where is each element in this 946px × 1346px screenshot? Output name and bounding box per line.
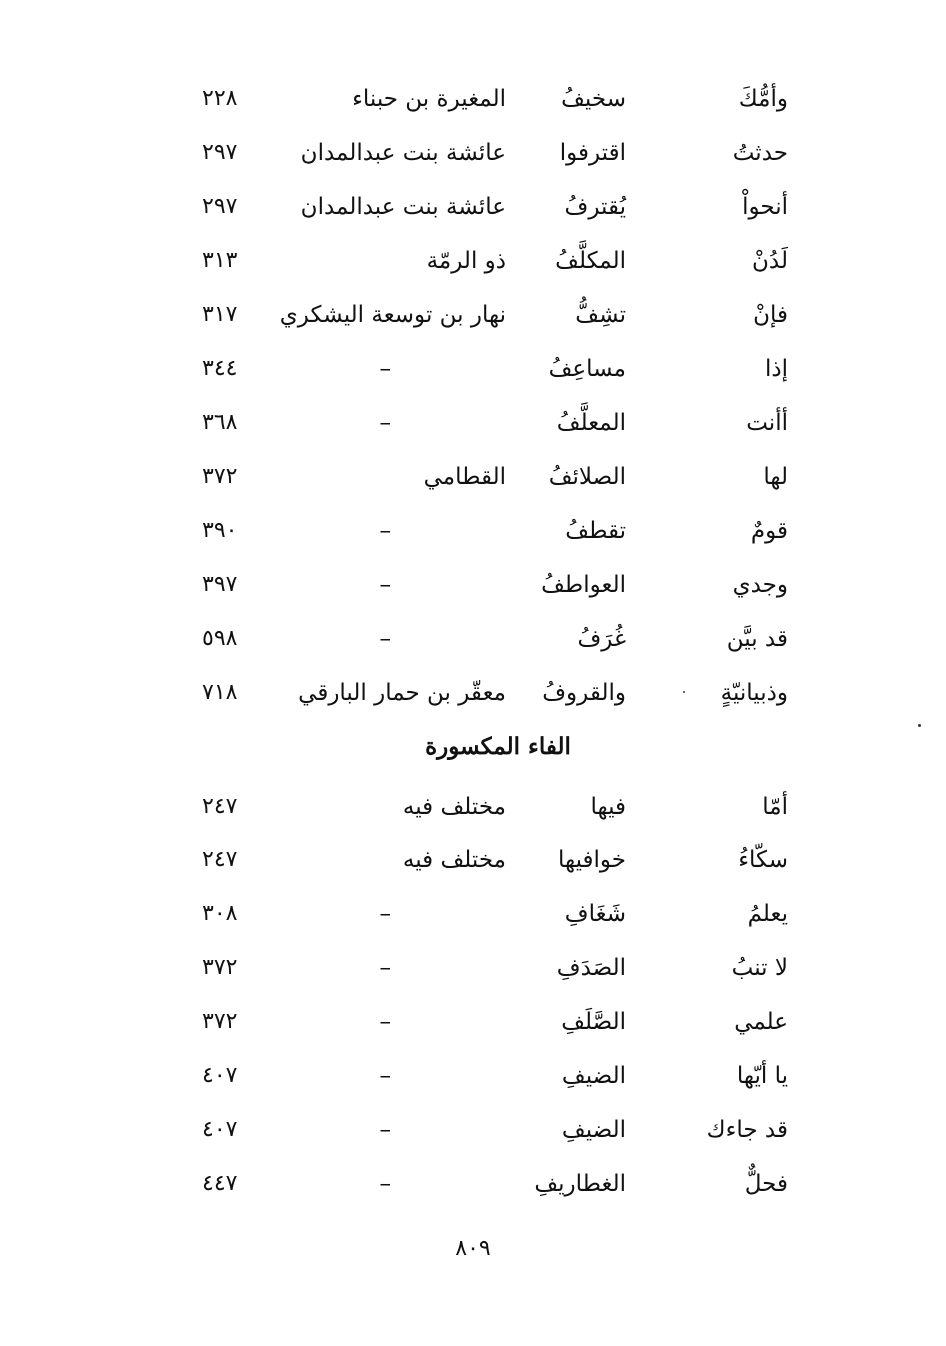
table-row [0,403,946,443]
scan-speck [918,724,921,727]
poet-name: – [379,572,391,598]
table-row [0,133,946,173]
verse-start: فحلٌّ [744,1171,788,1197]
poet-name: – [379,1063,391,1089]
table-row [0,894,946,934]
rhyme-word: سخيفُ [561,86,626,112]
poet-name: نهار بن توسعة اليشكري [279,302,506,328]
rhyme-word: المعلَّفُ [556,410,626,436]
rhyme-word: خوافيها [557,847,626,873]
page-number: ٣٧٢ [202,1009,238,1034]
poet-name: – [379,626,391,652]
table-row [0,787,946,827]
poet-name: – [379,518,391,544]
verse-start: لَدُنْ [752,248,788,274]
poet-name: – [379,356,391,382]
verse-start: فإنْ [753,302,788,328]
section-heading-text: الفاء المكسورة [425,733,571,760]
rhyme-word: تقطفُ [565,518,626,544]
verse-start: لا تنبُ [731,955,788,981]
poet-name: – [379,410,391,436]
page-number: ٣٩٠ [202,518,238,543]
poet-name: القطامي [423,464,506,490]
page-number: ٢٩٧ [202,140,238,165]
table-row [0,79,946,119]
table-row [0,457,946,497]
page-number: ٢٤٧ [202,794,238,819]
table-row [0,1056,946,1096]
rhyme-word: الصَّلَفِ [561,1009,626,1035]
rhyme-word: يُقترفُ [564,194,626,220]
poet-name: مختلف فيه [402,794,506,820]
rhyme-word: الضيفِ [561,1117,626,1143]
verse-start: قد بيَّن [726,626,788,652]
verse-start: وجدي [732,572,788,598]
table-row [0,511,946,551]
poet-name: – [379,1117,391,1143]
rhyme-word: تشِفُّ [575,302,626,328]
folio-page-number [0,1231,946,1267]
verse-start: علمي [734,1009,788,1035]
verse-start: إذا [764,356,788,382]
poet-name: – [379,1009,391,1035]
verse-start: أمّا [762,794,788,820]
verse-start: قومٌ [750,518,788,544]
table-row [0,565,946,605]
table-row [0,619,946,659]
verse-start: يعلمُ [747,901,788,927]
page-number: ٣١٧ [202,302,238,327]
poet-name: ذو الرمّة [426,248,506,274]
rhyme-word: الصَدَفِ [556,955,626,981]
verse-start: أأنت [746,410,788,436]
page-number: ٣٠٨ [202,901,238,926]
poet-name: – [379,955,391,981]
table-row [0,295,946,335]
table-row [0,1002,946,1042]
table-row [0,1164,946,1204]
table-row [0,1110,946,1150]
page-number: ٤٤٧ [202,1171,238,1196]
poet-name: المغيرة بن حبناء [352,86,506,112]
page-number: ٣١٣ [202,248,238,273]
rhyme-word: غُرَفُ [577,626,626,652]
page-number: ٣٧٢ [202,464,238,489]
page-number: ٥٩٨ [202,626,238,651]
verse-start: أنحواْ [742,194,788,220]
table-row [0,349,946,389]
section-heading [0,727,946,767]
verse-start: يا أيّها [736,1063,788,1089]
scan-speck [683,691,685,693]
page-number: ٢٤٧ [202,847,238,872]
rhyme-word: اقترفوا [559,140,626,166]
rhyme-word: مساعِفُ [548,356,626,382]
rhyme-word: العواطفُ [541,572,626,598]
rhyme-word: الصلائفُ [548,464,626,490]
verse-start: وأمُّكَ [738,86,788,112]
page-number: ٣٩٧ [202,572,238,597]
table-row [0,673,946,713]
table-row [0,948,946,988]
page-number: ٢٩٧ [202,194,238,219]
poet-name: عائشة بنت عبدالمدان [300,194,506,220]
rhyme-word: المكلَّفُ [555,248,626,274]
rhyme-word: والقروفُ [542,680,626,706]
verse-start: قد جاءك [706,1117,788,1143]
poet-name: مختلف فيه [402,847,506,873]
table-row [0,187,946,227]
table-row [0,241,946,281]
page-number: ٤٠٧ [202,1117,238,1142]
folio-text: ٨٠٩ [455,1236,491,1261]
rhyme-word: فيها [590,794,626,820]
rhyme-word: شَغَافِ [564,901,626,927]
verse-start: وذبيانيّةٍ [720,680,788,706]
verse-start: سكّاءُ [738,847,788,873]
page-number: ٣٤٤ [202,356,238,381]
page-number: ٣٦٨ [202,410,238,435]
poet-name: معقّر بن حمار البارقي [298,680,506,706]
poet-name: – [379,901,391,927]
table-row [0,840,946,880]
poet-name: – [379,1171,391,1197]
page-number: ٧١٨ [202,680,238,705]
rhyme-word: الغطاريفِ [534,1171,626,1197]
rhyme-word: الضيفِ [561,1063,626,1089]
page-number: ٣٧٢ [202,955,238,980]
poet-name: عائشة بنت عبدالمدان [300,140,506,166]
page-number: ٤٠٧ [202,1063,238,1088]
verse-start: لها [763,464,788,490]
page-number: ٢٢٨ [202,86,238,111]
verse-start: حدثتُ [732,140,788,166]
